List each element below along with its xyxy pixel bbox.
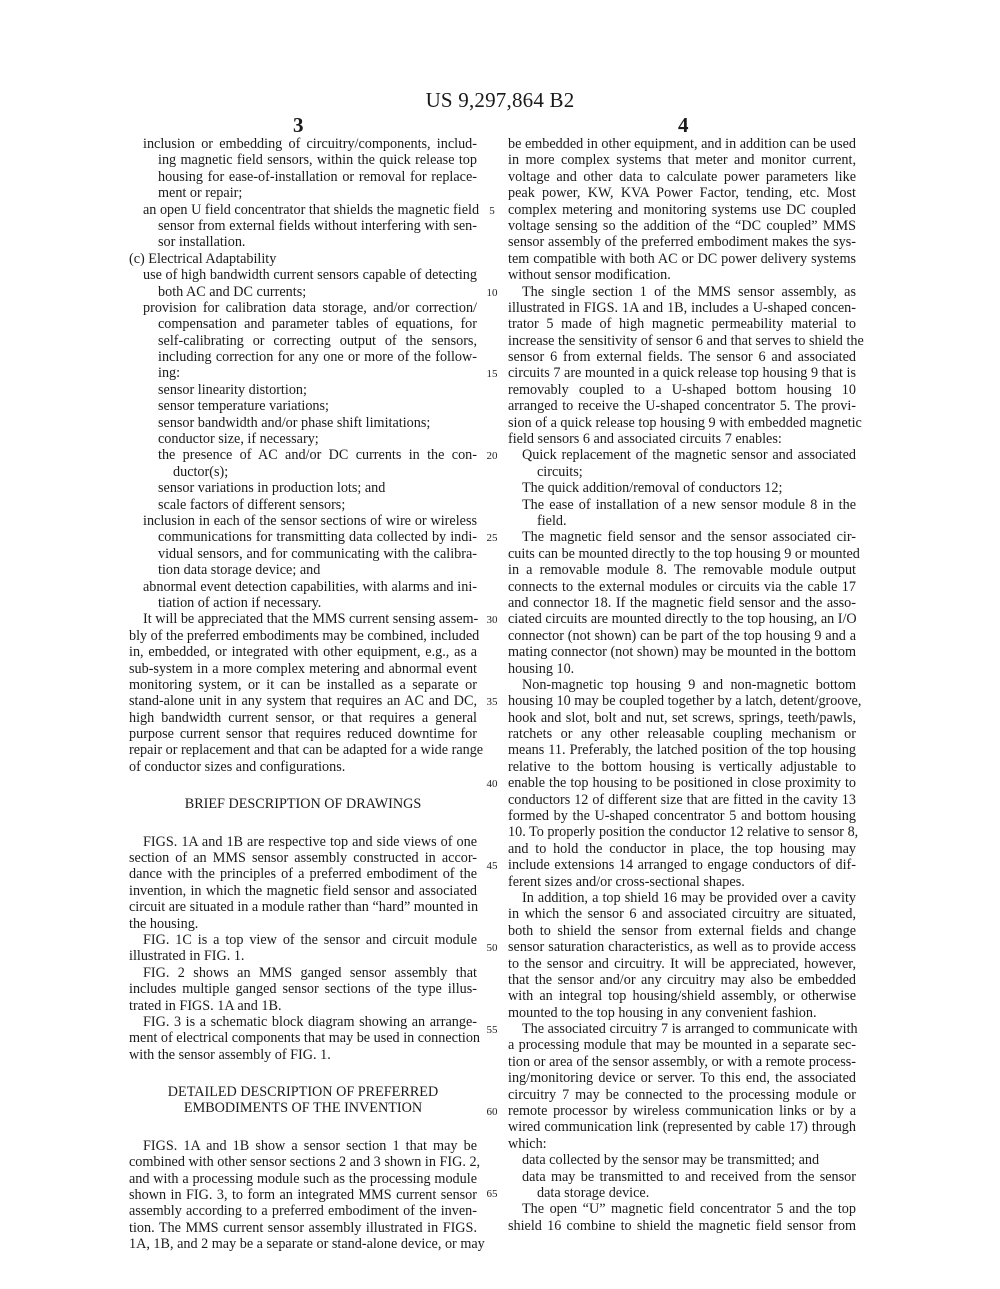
text-line: complex metering and monitoring systems use DC coupled — [508, 201, 856, 218]
text-line: 1A, 1B, and 2 may be a separate or stand-alone device, or may — [129, 1236, 485, 1253]
text-line: invention, in which the magnetic field sensor and associated — [129, 882, 477, 899]
text-line: shield 16 combine to shield the magnetic field sensor from — [508, 1217, 856, 1234]
text-line: inclusion or embedding of circuitry/components, includ- — [143, 136, 477, 152]
text-line: repair or replacement and that can be adapted for a wide range — [129, 742, 484, 759]
text-line: sensor assembly of the preferred embodiment makes the sys- — [508, 234, 856, 251]
text-line: which: — [508, 1135, 547, 1152]
text-line: enable the top housing to be positioned in close proximity to — [508, 775, 856, 792]
text-line: The single section 1 of the MMS sensor assembly, as — [522, 283, 856, 300]
text-line: with the sensor assembly of FIG. 1. — [129, 1046, 331, 1063]
text-line: inclusion in each of the sensor sections of wire or wireless — [143, 512, 477, 529]
text-line: formed by the U-shaped concentrator 5 and bottom housing — [508, 808, 856, 825]
text-line: FIG. 1C is a top view of the sensor and circuit module — [143, 931, 477, 948]
text-line: removably coupled to a U-shaped bottom housing 10 — [508, 381, 856, 398]
section-spacer — [129, 1063, 477, 1084]
text-line: voltage and other data to calculate power parameters like — [508, 168, 856, 185]
text-line: ductor(s); — [173, 463, 229, 480]
text-line: housing for ease-of-installation or removal for replace- — [158, 168, 477, 185]
text-line: remote processor by wireless communication links or by a — [508, 1103, 856, 1120]
text-line: FIGS. 1A and 1B are respective top and side views of one — [143, 833, 477, 850]
text-line: sensor bandwidth and/or phase shift limitations; — [158, 414, 431, 431]
section-heading: BRIEF DESCRIPTION OF DRAWINGS — [184, 796, 422, 813]
text-line: data may be transmitted to and received from the sensor — [522, 1168, 856, 1185]
text-line: illustrated in FIG. 1. — [129, 948, 245, 965]
text-line: bly of the preferred embodiments may be combined, included — [129, 627, 480, 644]
text-line: ciated circuits are mounted directly to the top housing, an I/O — [508, 611, 857, 628]
text-line: hook and slot, bolt and nut, set screws, springs, teeth/pawls, — [508, 709, 856, 726]
text-line: increase the sensitivity of sensor 6 and that serves to shield the — [508, 332, 864, 349]
text-line: combined with other sensor sections 2 and 3 shown in FIG. 2, — [129, 1154, 481, 1171]
page-number-right: 4 — [678, 113, 689, 137]
text-line: ment or repair; — [158, 185, 243, 202]
text-line: and with a processing module such as the processing module — [129, 1170, 477, 1187]
text-line: including correction for any one or more of the follow- — [158, 349, 477, 366]
text-line: circuitry 7 may be connected to the processing module or — [508, 1086, 856, 1103]
text-line: means 11. Preferably, the latched position of the top housing — [508, 742, 856, 759]
line-number: 25 — [486, 532, 498, 544]
text-line: The associated circuitry 7 is arranged to communicate with — [522, 1021, 858, 1038]
text-line: In addition, a top shield 16 may be provided over a cavity — [522, 889, 856, 906]
text-line: housing 10. — [508, 660, 575, 677]
text-line: relative to the bottom housing is vertically adjustable to — [508, 758, 856, 775]
page-number-left: 3 — [293, 113, 304, 137]
text-line: Non-magnetic top housing 9 and non-magnetic bottom — [522, 676, 856, 693]
text-line: peak power, KW, KVA Power Factor, tending, etc. Most — [508, 185, 856, 202]
text-line: ing: — [158, 365, 181, 382]
line-number: 65 — [486, 1188, 498, 1200]
text-line: compensation and parameter tables of equations, for — [158, 316, 477, 333]
section-heading: EMBODIMENTS OF THE INVENTION — [183, 1100, 423, 1117]
text-line: vidual sensors, and for communicating with the calibra- — [158, 545, 477, 562]
line-number: 45 — [486, 860, 498, 872]
text-line: high bandwidth current sensor, or that requires a general — [129, 709, 477, 726]
line-number: 30 — [486, 614, 498, 626]
text-line: tion or area of the sensor assembly, or with a remote process- — [508, 1053, 856, 1070]
text-line: includes multiple ganged sensor sections of the type illus- — [129, 981, 477, 998]
text-line: sensor variations in production lots; and — [158, 480, 386, 497]
text-line: wired communication link (represented by cable 17) through — [508, 1119, 856, 1136]
text-line: section of an MMS sensor assembly constructed in accor- — [129, 850, 477, 867]
text-line: the housing. — [129, 915, 199, 932]
text-line: both to shield the sensor from external fields and change — [508, 922, 856, 939]
text-line: tion. The MMS current sensor assembly illustrated in FIGS. — [129, 1219, 477, 1236]
text-line: that the sensor and/or any circuitry may also be embedded — [508, 971, 856, 988]
text-line: include extensions 14 arranged to engage conductors of dif- — [508, 857, 856, 874]
line-number: 40 — [486, 778, 498, 790]
text-line: trator 5 made of high magnetic permeability material to — [508, 316, 856, 333]
text-line: The open “U” magnetic field concentrator 5 and the top — [522, 1201, 856, 1218]
text-line: mounted to the top housing in any convenient fashion. — [508, 1004, 817, 1021]
line-number: 15 — [486, 368, 498, 380]
text-line: connector (not shown) can be part of the top housing 9 and a — [508, 627, 856, 644]
text-line: sub-system in a more complex metering and abnormal event — [129, 660, 477, 677]
text-line: communications for transmitting data collected by indi- — [158, 529, 477, 546]
text-line: sensor temperature variations; — [158, 398, 329, 415]
text-line: in a removable module 8. The removable module output — [508, 562, 856, 579]
text-line: abnormal event detection capabilities, with alarms and ini- — [143, 578, 477, 595]
text-line: scale factors of different sensors; — [158, 496, 346, 513]
text-line: mating connector (not shown) may be mounted in the bottom — [508, 644, 856, 661]
text-line: stand-alone unit in any system that requires an AC and DC, — [129, 693, 477, 710]
text-line: ment of electrical components that may be used in connection — [129, 1030, 481, 1047]
line-number: 35 — [486, 696, 498, 708]
patent-number: US 9,297,864 B2 — [425, 88, 575, 112]
text-line: arranged to receive the U-shaped concentrator 5. The provi- — [508, 398, 856, 415]
text-line: be embedded in other equipment, and in addition can be used — [508, 136, 856, 152]
line-number: 5 — [489, 205, 495, 217]
line-number: 10 — [486, 287, 498, 299]
text-line: both AC and DC currents; — [158, 283, 307, 300]
text-line: conductor size, if necessary; — [158, 431, 319, 448]
text-line: field sensors 6 and associated circuits 7 enables: — [508, 431, 782, 448]
section-spacer — [129, 1117, 477, 1138]
text-line: a processing module that may be mounted in a separate sec- — [508, 1037, 856, 1054]
text-line: with an integral top housing/shield assembly, or otherwise — [508, 988, 856, 1005]
text-line: circuit are situated in a module rather than “hard” mounted in — [129, 899, 479, 916]
text-line: (c) Electrical Adaptability — [129, 250, 277, 267]
text-line: FIGS. 1A and 1B show a sensor section 1 that may be — [143, 1137, 477, 1154]
text-line: dance with the principles of a preferred embodiment of the — [129, 866, 477, 883]
text-line: The ease of installation of a new sensor module 8 in the — [522, 496, 856, 513]
text-line: ing/monitoring device or server. To this end, the associated — [508, 1070, 856, 1087]
text-line: cuits can be mounted directly to the top housing 9 or mounted — [508, 545, 860, 562]
text-line: to the sensor and circuitry. It will be appreciated, however, — [508, 955, 856, 972]
text-line: ratchets or any other releasable coupling mechanism or — [508, 726, 856, 743]
text-line: housing 10 may be coupled together by a latch, detent/groove, — [508, 693, 862, 710]
text-line: of conductor sizes and configurations. — [129, 758, 346, 775]
text-line: circuits; — [537, 463, 583, 480]
text-line: tiation of action if necessary. — [158, 594, 322, 611]
right-column — [508, 136, 864, 1234]
text-line: field. — [537, 512, 567, 529]
line-number: 60 — [486, 1106, 498, 1118]
text-line: in which the sensor 6 and associated circuitry are situated, — [508, 906, 856, 923]
text-line: the presence of AC and/or DC currents in the con- — [158, 447, 477, 464]
text-line: and connector 18. If the magnetic field sensor and the asso- — [508, 594, 856, 611]
text-line: and to hold the conductor in place, the top housing may — [508, 840, 856, 857]
text-line: ferent sizes and/or cross-sectional shapes. — [508, 873, 745, 890]
text-line: monitoring system, or it can be installed as a separate or — [129, 676, 477, 693]
text-line: trated in FIGS. 1A and 1B. — [129, 997, 282, 1014]
line-number: 50 — [486, 942, 498, 954]
text-line: shown in FIG. 3, to form an integrated MMS current sensor — [129, 1187, 477, 1204]
line-number: 55 — [486, 1024, 498, 1036]
text-line: sensor 6 from external fields. The sensor 6 and associated — [508, 349, 856, 366]
text-line: sensor saturation characteristics, as well as to provide access — [508, 939, 856, 956]
section-heading: DETAILED DESCRIPTION OF PREFERRED — [167, 1084, 439, 1101]
text-line: sensor from external fields without interfering with sen- — [158, 217, 477, 234]
text-line: The quick addition/removal of conductors 12; — [522, 480, 783, 497]
text-line: in more complex systems that meter and monitor current, — [508, 152, 856, 169]
text-line: sor installation. — [158, 234, 246, 251]
text-line: tion data storage device; and — [158, 562, 321, 579]
section-spacer — [129, 775, 477, 796]
left-column — [129, 136, 485, 1253]
text-line: voltage sensing so the addition of the “DC coupled” MMS — [508, 217, 856, 234]
text-line: It will be appreciated that the MMS current sensing assem- — [143, 611, 479, 628]
text-line: self-calibrating or correcting output of the sensors, — [158, 332, 477, 349]
text-line: tem compatible with both AC or DC power delivery systems — [508, 250, 856, 267]
text-line: data storage device. — [537, 1185, 650, 1201]
text-line: use of high bandwidth current sensors capable of detecting — [143, 267, 477, 284]
text-line: The magnetic field sensor and the sensor associated cir- — [522, 529, 856, 546]
text-line: an open U field concentrator that shields the magnetic field — [143, 201, 480, 218]
text-line: conductors 12 of different size that are fitted in the cavity 13 — [508, 791, 856, 808]
text-line: FIG. 2 shows an MMS ganged sensor assembly that — [143, 964, 477, 981]
text-line: purpose current sensor that requires reduced downtime for — [129, 726, 477, 743]
text-line: ing magnetic field sensors, within the quick release top — [158, 152, 477, 169]
text-line: assembly according to a preferred embodiment of the inven- — [129, 1203, 477, 1220]
text-line: data collected by the sensor may be transmitted; and — [522, 1152, 820, 1169]
text-line: Quick replacement of the magnetic sensor and associated — [522, 447, 856, 464]
text-line: circuits 7 are mounted in a quick release top housing 9 that is — [508, 365, 856, 382]
text-line: sion of a quick release top housing 9 with embedded magnetic — [508, 414, 862, 431]
line-number: 20 — [486, 450, 498, 462]
text-line: FIG. 3 is a schematic block diagram showing an arrange- — [143, 1013, 477, 1030]
text-line: provision for calibration data storage, and/or correction/ — [143, 299, 477, 316]
text-line: in, embedded, or integrated with other equipment, e.g., as a — [129, 644, 477, 661]
text-line: without sensor modification. — [508, 267, 671, 284]
text-line: sensor linearity distortion; — [158, 381, 307, 398]
text-line: connects to the external modules or circuits via the cable 17 — [508, 578, 856, 595]
section-spacer — [129, 813, 477, 834]
text-line: illustrated in FIGS. 1A and 1B, includes a U-shaped concen- — [508, 299, 856, 316]
text-line: 10. To properly position the conductor 12 relative to sensor 8, — [508, 824, 859, 841]
